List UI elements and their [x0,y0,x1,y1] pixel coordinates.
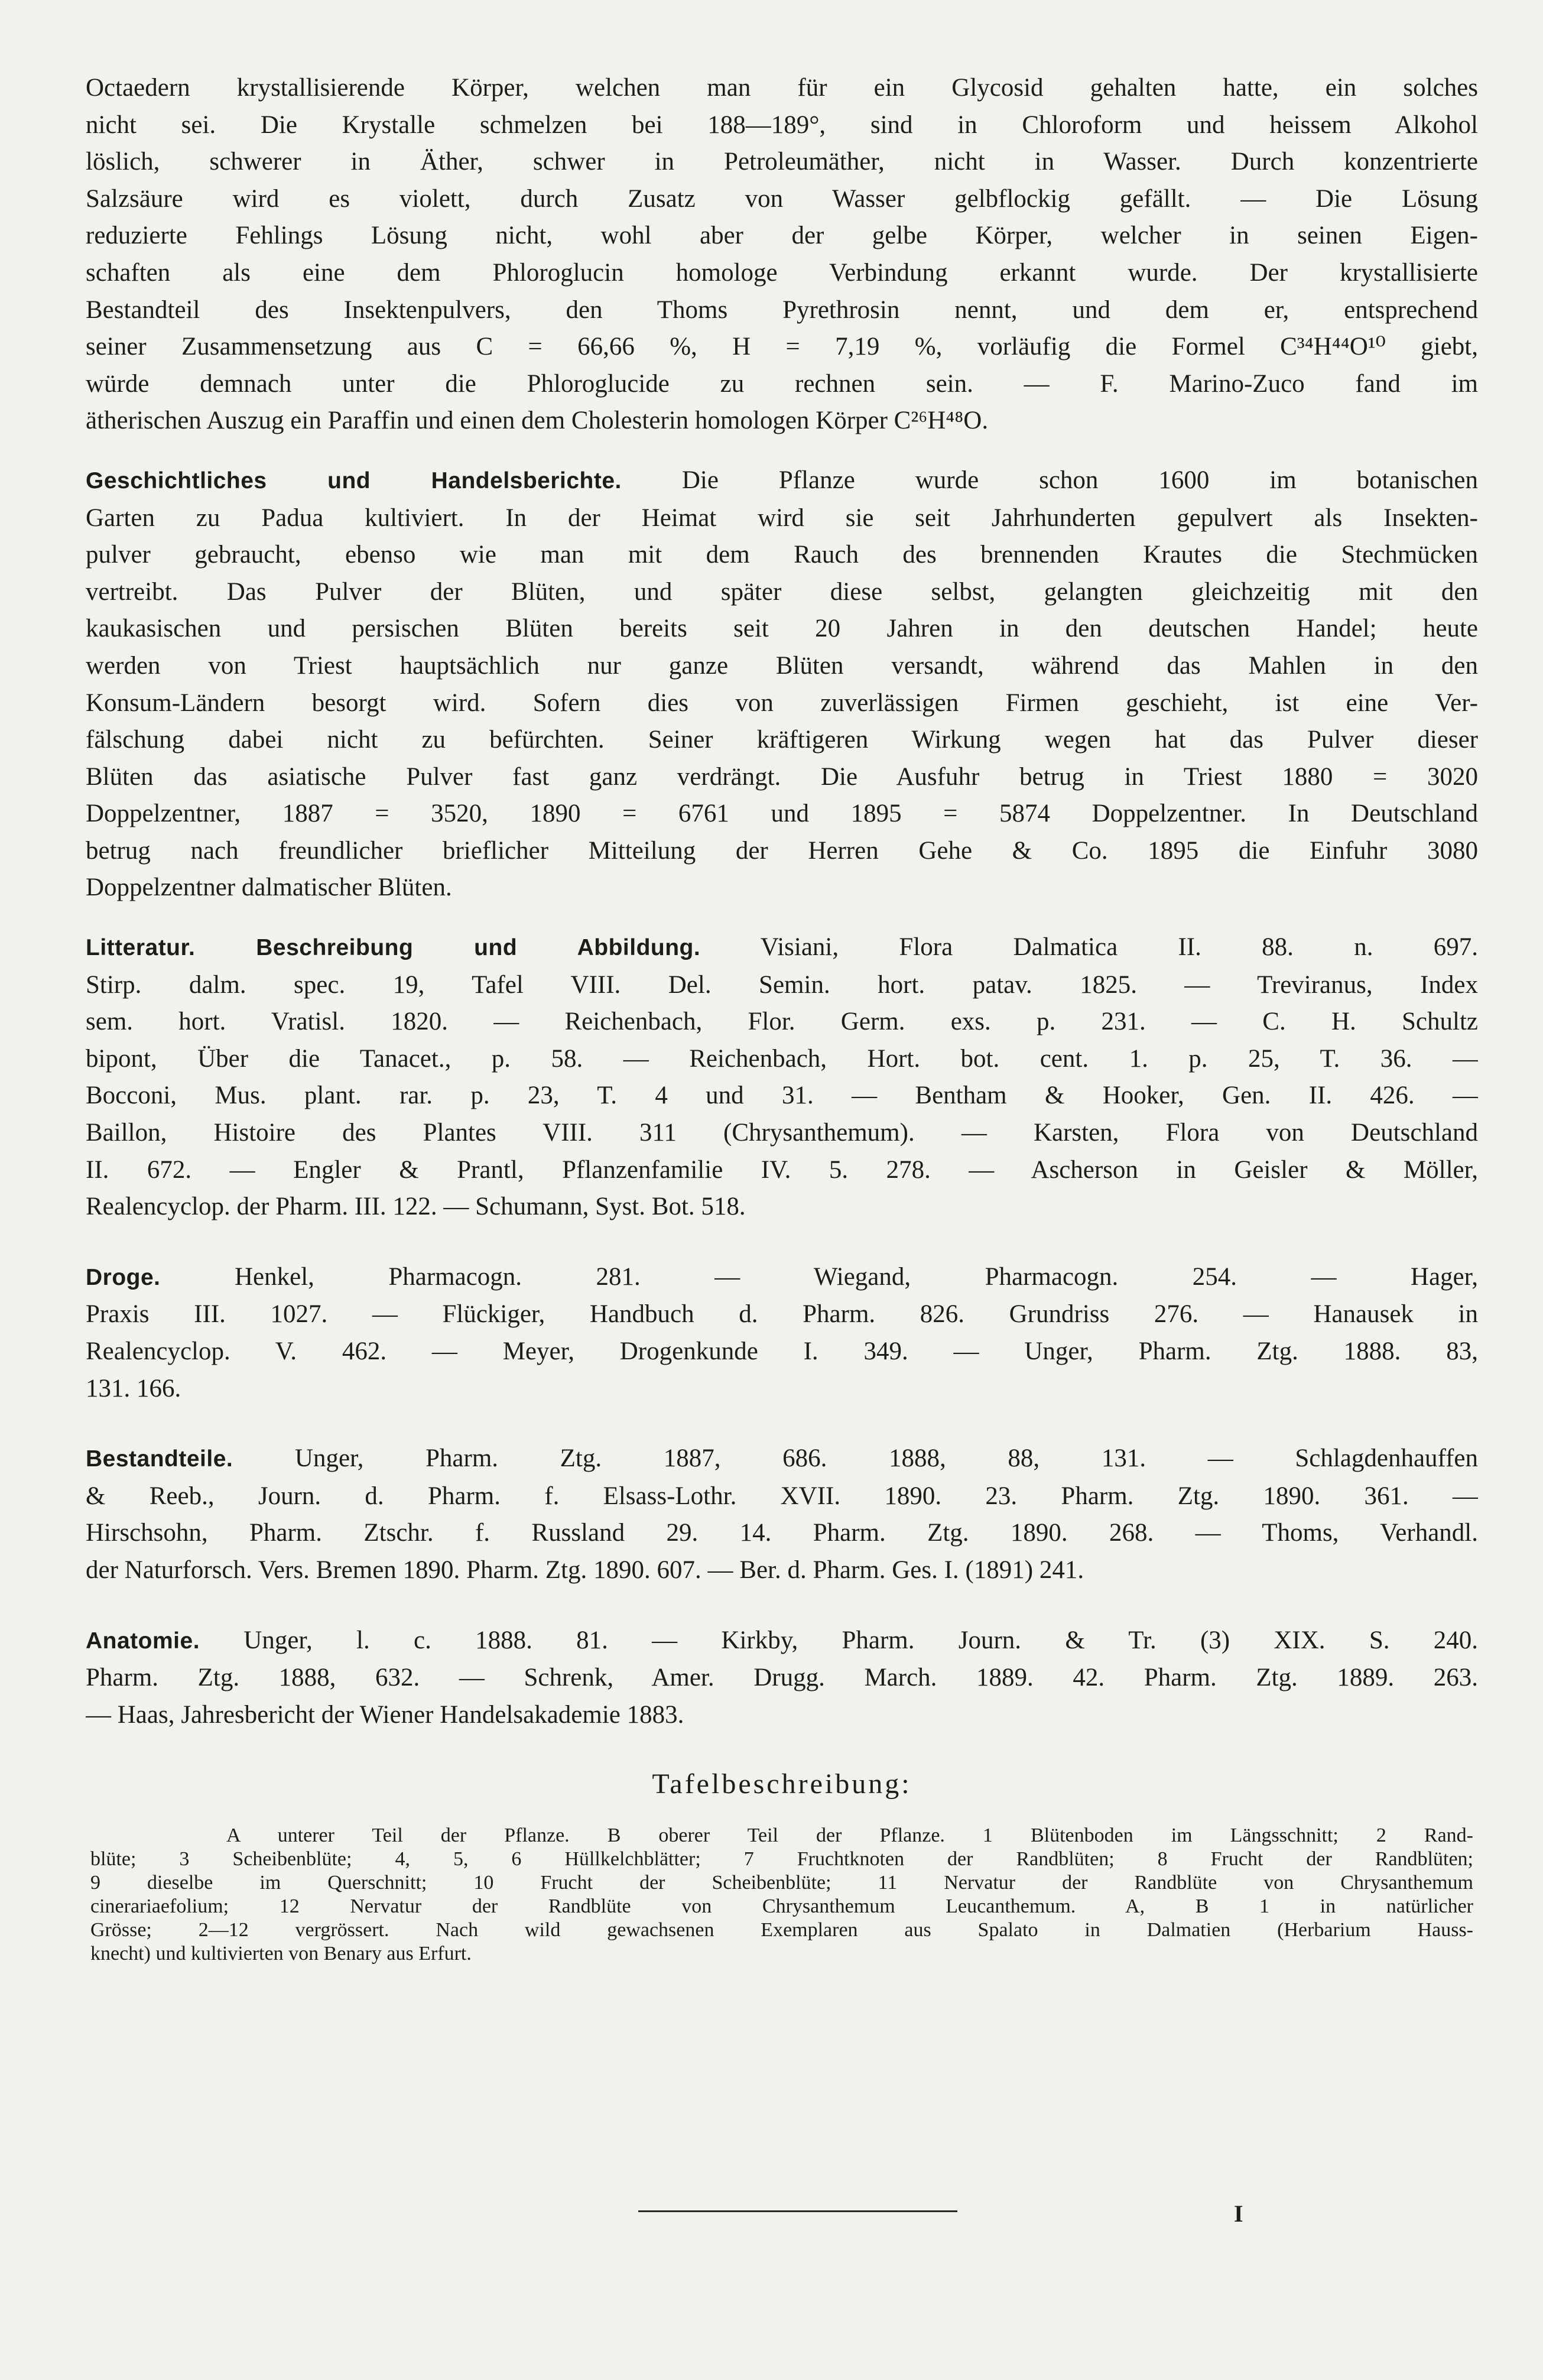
text-line: Garten zu Padua kultiviert. In der Heimat wird sie seit Jahrhunderten gepulvert als Insekten- [86,504,1478,532]
text-line: Praxis III. 1027. — Flückiger, Handbuch d. Pharm. 826. Grundriss 276. — Hanausek in [86,1300,1478,1329]
text-line: Konsum-Ländern besorgt wird. Sofern dies von zuverlässigen Firmen geschieht, ist eine Ver- [86,689,1478,717]
text-line: vertreibt. Das Pulver der Blüten, und später diese selbst, gelangten gleichzeitig mit den [86,577,1478,606]
section-heading-constituents: Bestandteile. [86,1446,233,1472]
text-line: schaften als eine dem Phloroglucin homologe Verbindung erkannt wurde. Der krystallisierte [86,258,1478,287]
text-line: ätherischen Auszug ein Paraffin und einen dem Cholesterin homologen Körper C²⁶H⁴⁸O. [86,407,989,435]
text-line: reduzierte Fehlings Lösung nicht, wohl aber der gelbe Körper, welcher in seinen Eigen- [86,222,1478,250]
text-line: knecht) und kultivierten von Benary aus Erfurt. [90,1943,472,1965]
text-line: Bestandteile. Unger, Pharm. Ztg. 1887, 686. 1888, 88, 131. — Schlagdenhauffen [86,1444,1478,1473]
text-line: Baillon, Histoire des Plantes VIII. 311 (Chrysanthemum). — Karsten, Flora von Deutschland [86,1119,1478,1147]
text-line: der Naturforsch. Vers. Bremen 1890. Pharm. Ztg. 1890. 607. — Ber. d. Pharm. Ges. I. (1891) 241. [86,1556,1084,1584]
text-line: Anatomie. Unger, l. c. 1888. 81. — Kirkby, Pharm. Journ. & Tr. (3) XIX. S. 240. [86,1626,1478,1654]
text-line: Geschichtliches und Handelsberichte. Die Pflanze wurde schon 1600 im botanischen [86,466,1478,494]
text-line: nicht sei. Die Krystalle schmelzen bei 188—189°, sind in Chloroform und heissem Alkohol [86,111,1478,139]
text-line: 9 dieselbe im Querschnitt; 10 Frucht der Scheibenblüte; 11 Nervatur der Randblüte von Chrysanthemum [90,1872,1473,1894]
plate-description [86,1824,1478,1966]
text-line: Realencyclop. der Pharm. III. 122. — Schumann, Syst. Bot. 518. [86,1193,746,1221]
section-heading-literature: Litteratur. Beschreibung und Abbildung. [86,935,701,961]
section-heading-anatomy: Anatomie. [86,1628,200,1654]
text-line: Bocconi, Mus. plant. rar. p. 23, T. 4 und 31. — Bentham & Hooker, Gen. II. 426. — [86,1082,1478,1110]
text-line: & Reeb., Journ. d. Pharm. f. Elsass-Lothr. XVII. 1890. 23. Pharm. Ztg. 1890. 361. — [86,1482,1478,1510]
text-line: Blüten das asiatische Pulver fast ganz verdrängt. Die Ausfuhr betrug in Triest 1880 = 3020 [86,762,1478,791]
text-line: seiner Zusammensetzung aus C = 66,66 %, H = 7,19 %, vorläufig die Formel C³⁴H⁴⁴O¹⁰ giebt, [86,333,1478,361]
text-line: löslich, schwerer in Äther, schwer in Petroleumäther, nicht in Wasser. Durch konzentrierte [86,148,1478,176]
text-line: A unterer Teil der Pflanze. B oberer Teil der Pflanze. 1 Blütenboden im Längsschnitt; 2 Rand- [226,1824,1473,1847]
text-line: Bestandteil des Insektenpulvers, den Thoms Pyrethrosin nennt, und dem er, entsprechend [86,296,1478,324]
text-line: Salzsäure wird es violett, durch Zusatz von Wasser gelbflockig gefällt. — Die Lösung [86,184,1478,213]
text-line: Stirp. dalm. spec. 19, Tafel VIII. Del. Semin. hort. patav. 1825. — Treviranus, Index [86,970,1478,999]
text-line: betrug nach freundlicher brieflicher Mitteilung der Herren Gehe & Co. 1895 die Einfuhr 3080 [86,836,1478,865]
footer-mark: I [1234,2200,1243,2227]
paragraph-literature [86,929,1478,1226]
paragraph-chemistry [86,70,1478,440]
text-line: sem. hort. Vratisl. 1820. — Reichenbach, Flor. Germ. exs. p. 231. — C. H. Schultz [86,1008,1478,1036]
text-line: Doppelzentner dalmatischer Blüten. [86,874,452,902]
text-line: Octaedern krystallisierende Körper, welchen man für ein Glycosid gehalten hatte, ein solches [86,74,1478,102]
text-line: Grösse; 2—12 vergrössert. Nach wild gewachsenen Exemplaren aus Spalato in Dalmatien (Herbarium Hauss- [90,1919,1473,1941]
plate-description-title: Tafelbeschreibung: [652,1768,912,1800]
paragraph-history [86,462,1478,907]
text-line: kaukasischen und persischen Blüten bereits seit 20 Jahren in den deutschen Handel; heute [86,615,1478,643]
text-line: bipont, Über die Tanacet., p. 58. — Reichenbach, Hort. bot. cent. 1. p. 25, T. 36. — [86,1044,1478,1073]
text-line: würde demnach unter die Phloroglucide zu rechnen sein. — F. Marino-Zuco fand im [86,369,1478,398]
text-line: Realencyclop. V. 462. — Meyer, Drogenkunde I. 349. — Unger, Pharm. Ztg. 1888. 83, [86,1337,1478,1365]
text-line: blüte; 3 Scheibenblüte; 4, 5, 6 Hüllkelchblätter; 7 Fruchtknoten der Randblüten; 8 Frucht der Randblüten; [90,1848,1473,1871]
paragraph-anatomy [86,1622,1478,1734]
text-line: Hirschsohn, Pharm. Ztschr. f. Russland 29. 14. Pharm. Ztg. 1890. 268. — Thoms, Verhandl. [86,1519,1478,1547]
paragraph-constituents [86,1440,1478,1589]
text-line: II. 672. — Engler & Prantl, Pflanzenfamilie IV. 5. 278. — Ascherson in Geisler & Möller, [86,1155,1478,1184]
text-line: 131. 166. [86,1374,181,1402]
text-line: — Haas, Jahresbericht der Wiener Handelsakademie 1883. [86,1700,684,1729]
section-heading-drug: Droge. [86,1264,161,1290]
section-heading-history: Geschichtliches und Handelsberichte. [86,467,622,493]
footer-rule [638,2210,957,2212]
text-line: Pharm. Ztg. 1888, 632. — Schrenk, Amer. Drugg. March. 1889. 42. Pharm. Ztg. 1889. 263. [86,1664,1478,1692]
text-line: fälschung dabei nicht zu befürchten. Seiner kräftigeren Wirkung wegen hat das Pulver dieser [86,726,1478,754]
text-line: Litteratur. Beschreibung und Abbildung. Visiani, Flora Dalmatica II. 88. n. 697. [86,933,1478,962]
text-line: cinerariaefolium; 12 Nervatur der Randblüte von Chrysanthemum Leucanthemum. A, B 1 in natürlicher [90,1895,1473,1918]
text-line: Droge. Henkel, Pharmacogn. 281. — Wiegand, Pharmacogn. 254. — Hager, [86,1262,1478,1291]
paragraph-drug [86,1259,1478,1407]
text-line: werden von Triest hauptsächlich nur ganze Blüten versandt, während das Mahlen in den [86,651,1478,680]
text-line: Doppelzentner, 1887 = 3520, 1890 = 6761 und 1895 = 5874 Doppelzentner. In Deutschland [86,800,1478,828]
text-line: pulver gebraucht, ebenso wie man mit dem Rauch des brennenden Krautes die Stechmücken [86,541,1478,569]
